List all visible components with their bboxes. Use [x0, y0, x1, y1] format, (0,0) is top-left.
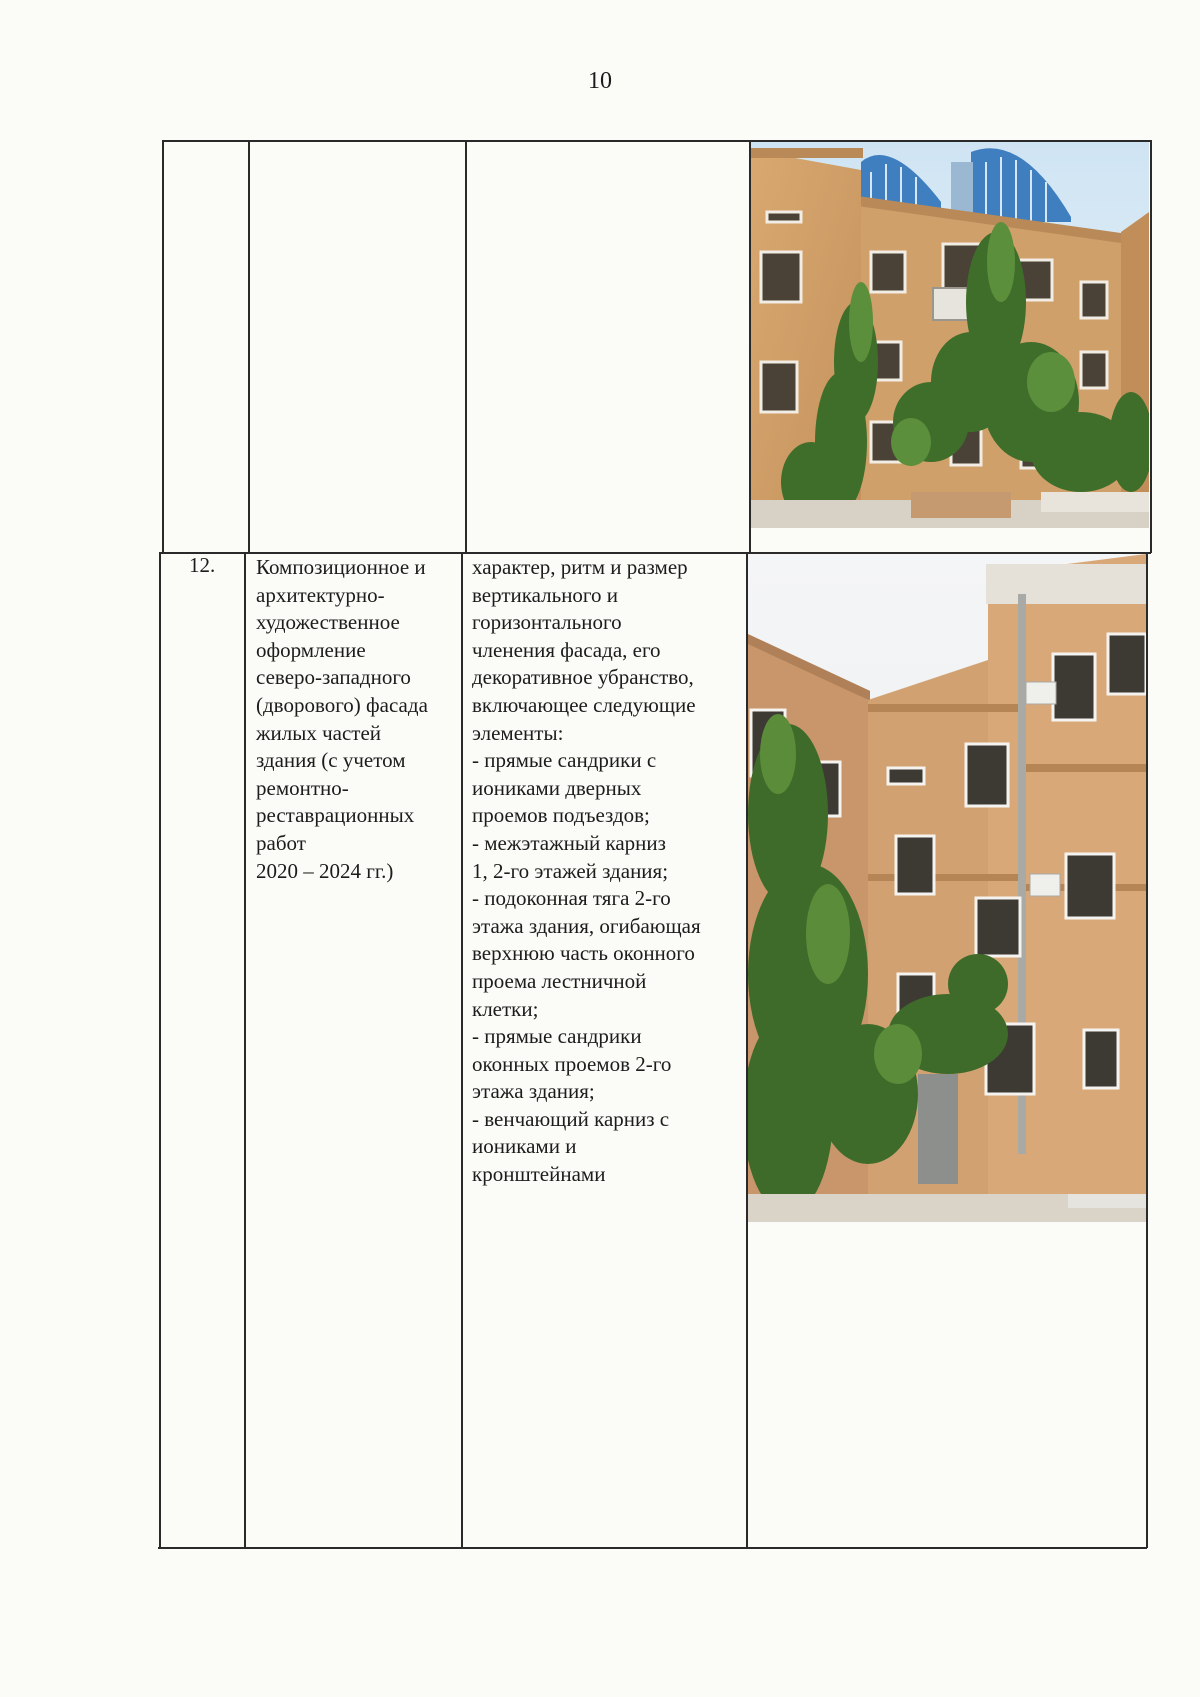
- desc-line: - прямые сандрики: [472, 1024, 642, 1049]
- name-line: (дворового) фасада: [256, 692, 428, 717]
- desc-line: вертикального и: [472, 582, 619, 607]
- desc-line: 1, 2-го этажей здания;: [472, 858, 669, 883]
- desc-line: включающее следующие: [472, 692, 696, 717]
- desc-line: - прямые сандрики с: [472, 748, 657, 773]
- desc-line: - подоконная тяга 2-го: [472, 886, 671, 911]
- name-line: реставрационных: [256, 803, 415, 828]
- col-divider-2-lower: [461, 552, 463, 1548]
- desc-line: - межэтажный карниз: [472, 830, 666, 855]
- name-line: здания (с учетом: [256, 748, 406, 773]
- desc-line: проема лестничной: [472, 968, 647, 993]
- col-divider-1-lower: [244, 552, 246, 1548]
- name-line: жилых частей: [256, 720, 382, 745]
- name-line: архитектурно-: [256, 582, 385, 607]
- name-line: Композиционное и: [256, 555, 426, 579]
- table-right-border-lower: [1146, 552, 1148, 1548]
- col-divider-1: [248, 140, 250, 553]
- table-bottom-border: [158, 1547, 1147, 1549]
- name-line: работ: [256, 830, 306, 855]
- name-line: северо-западного: [256, 665, 411, 690]
- name-line: ремонтно-: [256, 775, 349, 800]
- desc-line: элементы:: [472, 720, 564, 745]
- name-line: 2020 – 2024 гг.): [256, 858, 394, 883]
- description-cell: [472, 554, 701, 1189]
- row-number: 12.: [189, 553, 216, 577]
- element-name-cell: [256, 554, 428, 885]
- name-line: оформление: [256, 637, 366, 662]
- name-line: художественное: [256, 610, 400, 635]
- table-right-border: [1150, 140, 1152, 553]
- desc-line: этажа здания;: [472, 1079, 595, 1104]
- desc-line: проемов подъездов;: [472, 803, 650, 828]
- desc-line: кронштейнами: [472, 1162, 606, 1187]
- desc-line: членения фасада, его: [472, 637, 661, 662]
- desc-line: этажа здания, огибающая: [472, 913, 701, 938]
- desc-line: клетки;: [472, 996, 539, 1021]
- northwest-facade-photo: [748, 554, 1146, 1222]
- desc-line: иониками и: [472, 1134, 577, 1159]
- desc-line: характер, ритм и размер: [472, 555, 688, 579]
- desc-line: горизонтального: [472, 610, 622, 635]
- table-left-border-lower: [159, 552, 161, 1548]
- desc-line: верхнюю часть оконного: [472, 941, 695, 966]
- desc-line: - венчающий карниз с: [472, 1106, 670, 1131]
- desc-line: оконных проемов 2-го: [472, 1051, 672, 1076]
- col-divider-2: [465, 140, 467, 553]
- page-number: 10: [588, 68, 612, 94]
- desc-line: иониками дверных: [472, 775, 642, 800]
- table-left-border: [162, 140, 164, 553]
- courtyard-facade-photo: [751, 142, 1149, 528]
- desc-line: декоративное убранство,: [472, 665, 694, 690]
